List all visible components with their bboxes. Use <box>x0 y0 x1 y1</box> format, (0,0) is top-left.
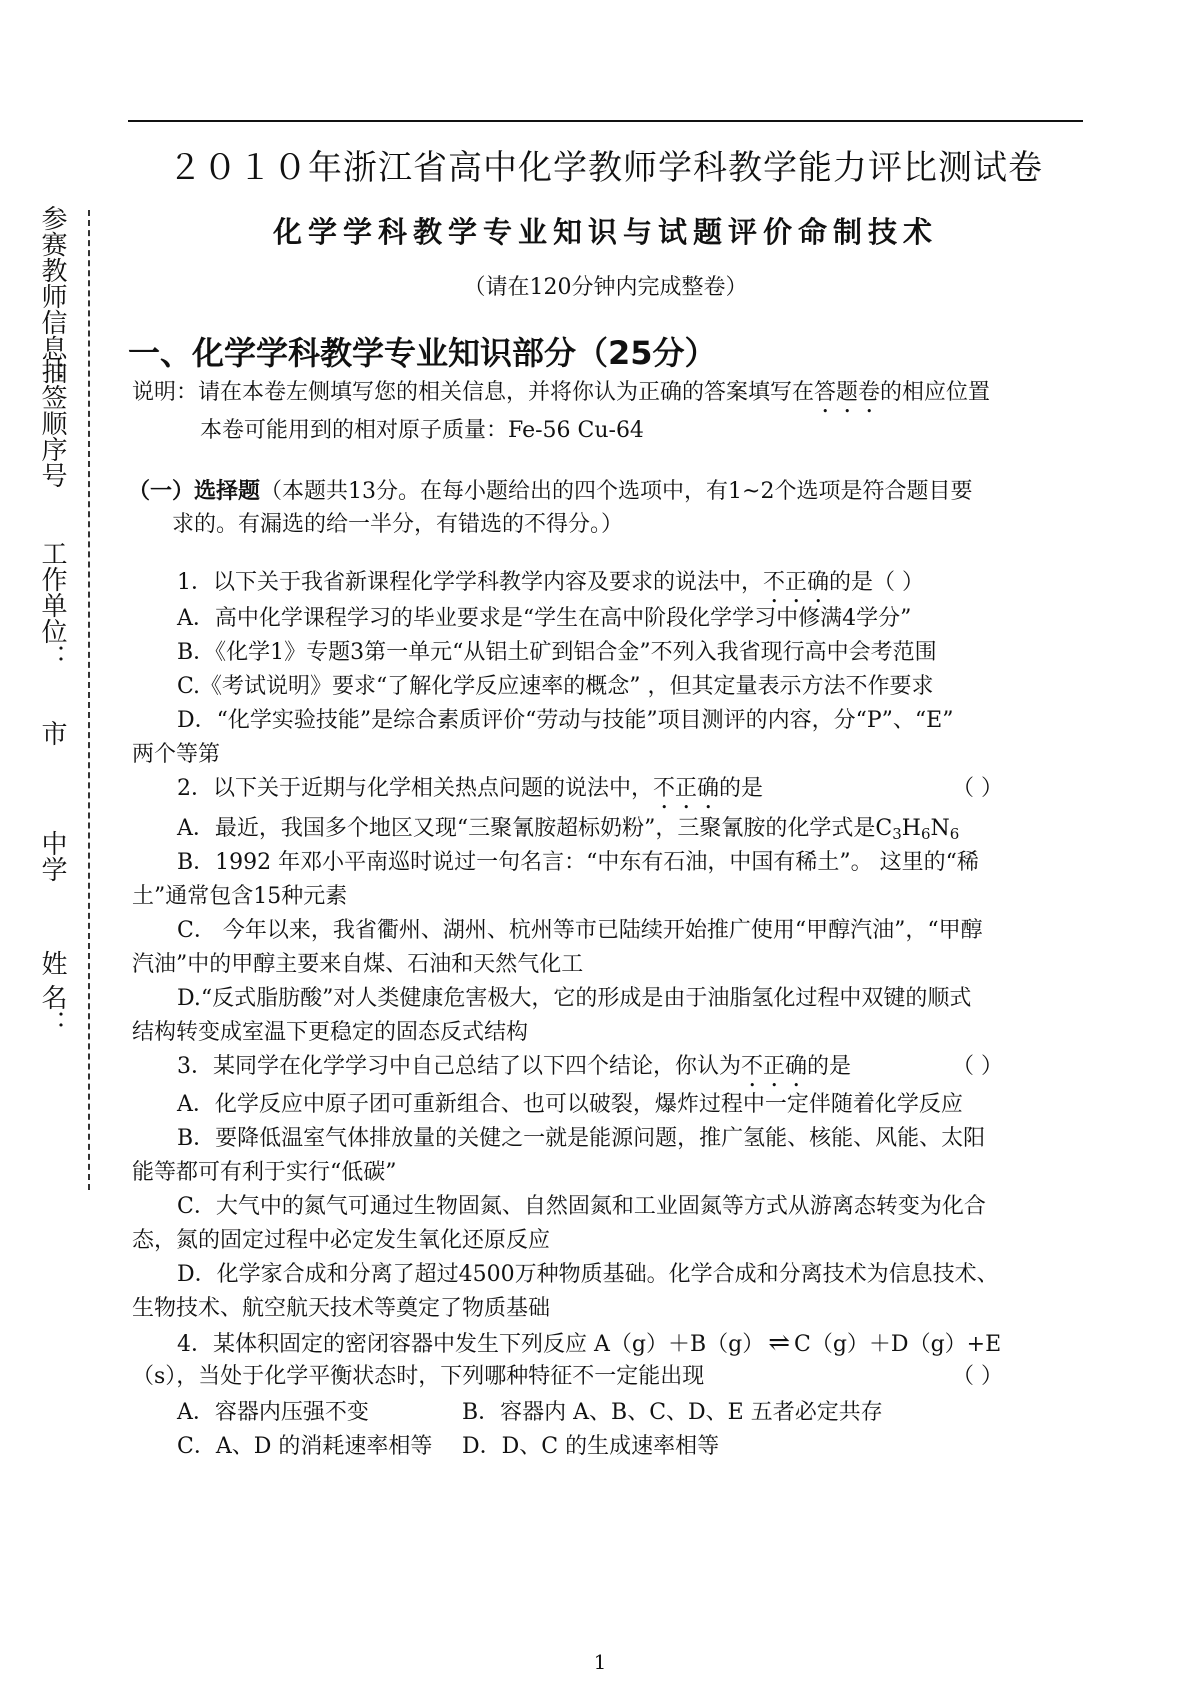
q3-stem-end: 的是 <box>807 1054 852 1079</box>
q3-stem <box>132 1050 1127 1092</box>
q1-answer-paren: 的是（ ） <box>829 570 925 595</box>
q2-option-a-text: A．最近，我国多个地区又现“三聚氰胺超标奶粉”，三聚氰胺的化学式是C <box>177 816 893 841</box>
formula-subscript: 6 <box>949 825 960 843</box>
formula-subscript: 6 <box>920 825 931 843</box>
part1-heading <box>128 474 1078 509</box>
binding-dashed-line <box>88 210 90 1190</box>
q4-options-row2 <box>132 1430 1127 1464</box>
q3-option-d-cont: 生物技术、航空航天技术等奠定了物质基础 <box>132 1296 551 1321</box>
q2-stem <box>132 772 1127 814</box>
q3-option-c: C．大气中的氮气可通过生物固氮、自然固氮和工业固氮等方式从游离态转变为化合 <box>177 1194 986 1219</box>
q2-option-b: B．1992 年邓小平南巡时说过一句名言：“中东有石油，中国有稀土”。 这里的“稀 <box>177 850 979 875</box>
q3-option-d: D．化学家合成和分离了超过4500万种物质基础。化学合成和分离技术为信息技术、 <box>177 1262 999 1287</box>
answer-sheet-emphasis: 答题卷 <box>814 380 881 405</box>
draw-order-label <box>20 358 84 495</box>
draw-order-text: 抽签顺序号 <box>37 358 67 488</box>
formula-subscript: 3 <box>892 825 902 843</box>
instruction-text-end: 的相应位置 <box>880 380 991 405</box>
q4-options-row1 <box>132 1396 1127 1430</box>
q3-answer-paren: （ ） <box>952 1054 1003 1079</box>
atomic-mass-note: 本卷可能用到的相对原子质量：Fe-56 Cu-64 <box>200 418 644 443</box>
q4-option-b: B．容器内 A、B、C、D、E 五者必定共存 <box>462 1400 883 1425</box>
formula-element: N <box>930 816 950 841</box>
q3-stem-text: 3．某同学在化学学习中自己总结了以下四个结论，你认为 <box>177 1054 741 1079</box>
q2-stem-end: 的是 <box>719 776 764 801</box>
q3-option-b-cont: 能等都可有利于实行“低碳” <box>132 1160 397 1185</box>
formula-element: H <box>901 816 921 841</box>
q3-option-c-cont: 态，氮的固定过程中必定发生氧化还原反应 <box>132 1228 551 1253</box>
work-unit-text: 工作单位： <box>37 540 67 670</box>
q2-option-c-cont: 汽油”中的甲醇主要来自煤、石油和天然气化工 <box>132 952 584 977</box>
city-label <box>20 720 84 753</box>
q1-stem-text: 1．以下关于我省新课程化学学科教学内容及要求的说法中， <box>177 570 763 595</box>
q2-stem-text: 2．以下关于近期与化学相关热点问题的说法中， <box>177 776 653 801</box>
city-text: 市 <box>37 720 67 746</box>
q1-option-d: D．“化学实验技能”是综合素质评价“劳动与技能”项目测评的内容，分“P”、“E” <box>177 708 954 733</box>
top-rule <box>128 120 1083 122</box>
part1-heading-line2: 求的。有漏选的给一半分，有错选的不得分。） <box>172 512 624 537</box>
q2-option-c: C． 今年以来，我省衢州、湖州、杭州等市已陆续开始推广使用“甲醇汽油”，“甲醇 <box>177 918 983 943</box>
q1-option-b: B．《化学1》专题3第一单元“从铝土矿到铝合金”不列入我省现行高中会考范围 <box>177 640 937 665</box>
q4-stem-line2 <box>132 1360 1082 1394</box>
q1-option-a: A．高中化学课程学习的毕业要求是“学生在高中阶段化学学习中修满4学分” <box>177 606 912 631</box>
q1-not-correct-emphasis: 不正确 <box>763 570 830 595</box>
q2-option-d-cont: 结构转变成室温下更稳定的固态反式结构 <box>132 1020 529 1045</box>
q4-option-d: D．D、C 的生成速率相等 <box>462 1434 720 1459</box>
q2-not-correct-emphasis: 不正确 <box>653 776 720 801</box>
q2-answer-paren: （ ） <box>952 776 1003 801</box>
q1-option-d-cont: 两个等第 <box>132 742 221 767</box>
q4-answer-paren: （ ） <box>952 1364 1003 1389</box>
q2-option-d: D.“反式脂肪酸”对人类健康危害极大，它的形成是由于油脂氢化过程中双键的顺式 <box>177 986 972 1011</box>
time-note: （请在120分钟内完成整卷） <box>463 275 748 300</box>
q4-stem-text-2: （s），当处于化学平衡状态时，下列哪种特征不一定能出现 <box>132 1364 705 1389</box>
equilibrium-arrow-icon: ⇌ <box>768 1328 791 1358</box>
work-unit-label <box>20 540 84 677</box>
q2-option-b-cont: 土”通常包含15种元素 <box>132 884 348 909</box>
exam-subtitle: 化学学科教学专业知识与试题评价命制技术 <box>272 215 938 249</box>
part1-description: （本题共13分。在每小题给出的四个选项中，有1~2个选项是符合题目要 <box>260 479 973 504</box>
instruction-line <box>132 376 1082 418</box>
q4-option-a: A．容器内压强不变 <box>177 1400 369 1425</box>
q3-not-correct-emphasis: 不正确 <box>741 1054 808 1079</box>
section-heading: 一、化学学科教学专业知识部分（25分） <box>128 334 717 372</box>
page-number: 1 <box>593 1650 607 1674</box>
name-text: 姓 名： <box>37 950 67 1037</box>
school-text: 中学 <box>37 830 67 882</box>
q3-option-a: A．化学反应中原子团可重新组合、也可以破裂，爆炸过程中一定伴随着化学反应 <box>177 1092 963 1117</box>
q4-option-c: C．A、D 的消耗速率相等 <box>177 1434 433 1459</box>
q4-stem <box>132 1326 1127 1362</box>
school-label <box>20 830 84 889</box>
participant-info-text: 参赛教师信息： <box>37 205 67 387</box>
part1-title: （一）选择题 <box>128 478 261 504</box>
instruction-text: 说明：请在本卷左侧填写您的相关信息，并将你认为正确的答案填写在 <box>132 380 815 405</box>
q3-option-b: B．要降低温室气体排放量的关健之一就是能源问题，推广氢能、核能、风能、太阳 <box>177 1126 986 1151</box>
q4-stem-equation: C（g）＋D（g）+E <box>794 1332 1002 1357</box>
name-label <box>20 950 84 1043</box>
q1-option-c: C.《考试说明》要求“了解化学反应速率的概念” ，但其定量表示方法不作要求 <box>177 674 934 699</box>
q4-stem-text: 4．某体积固定的密闭容器中发生下列反应 A（g）＋B（g） <box>177 1332 765 1357</box>
exam-title: ２０１０年浙江省高中化学教师学科教学能力评比测试卷 <box>168 148 1043 188</box>
